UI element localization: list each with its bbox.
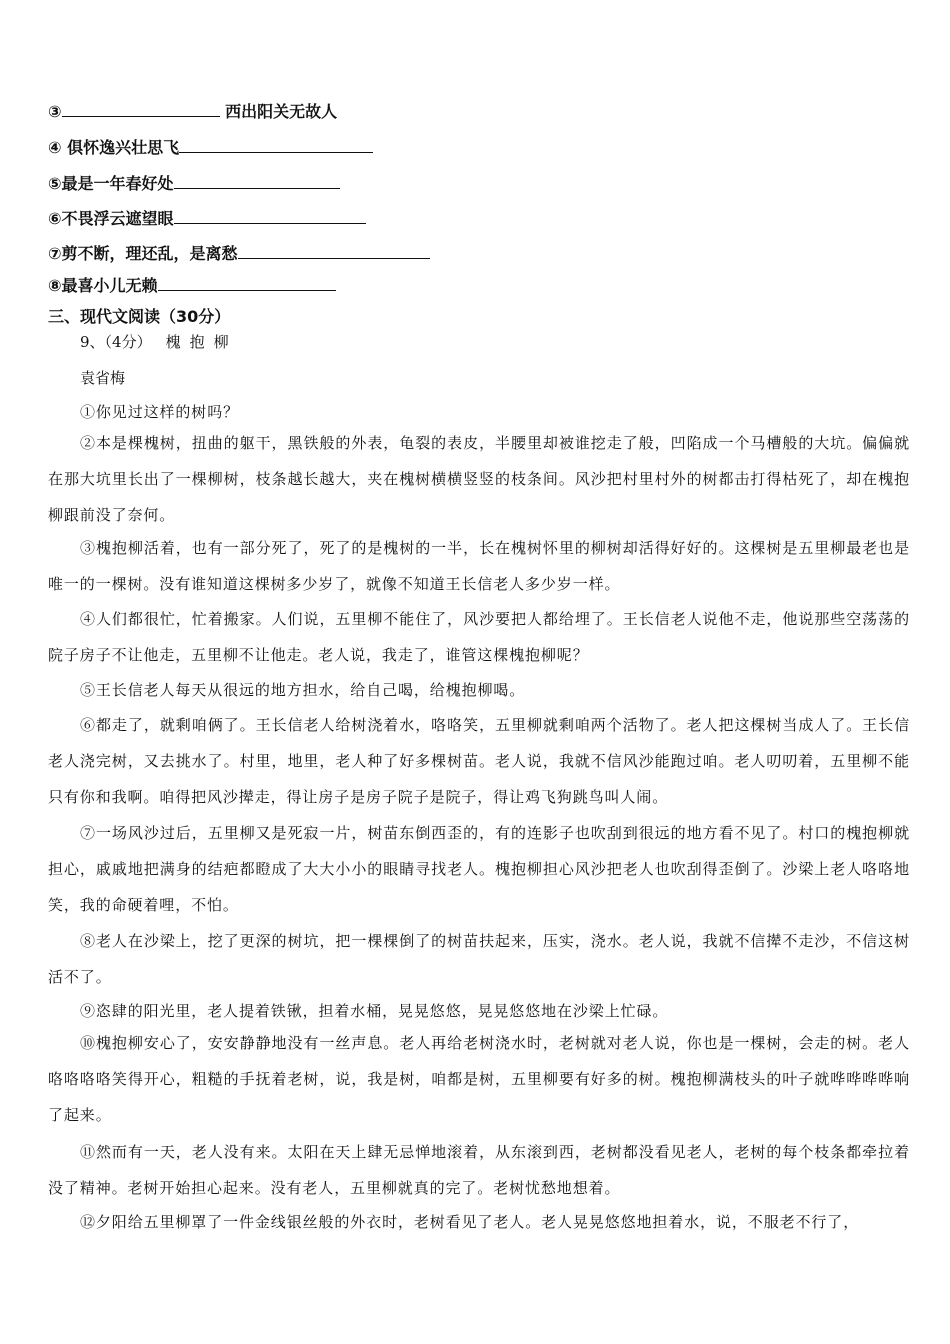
passage-paragraph: ⑥都走了，就剩咱俩了。王长信老人给树浇着水，咯咯笑，五里柳就剩咱两个活物了。老人把这棵树当成人了。王长信老人浇完树，又去挑水了。村里，地里，老人种了好多棵树苗。老人说，我就不信风沙能跑过咱。老人叨叨着，五里柳不能只有你和我啊。咱得把风沙撵走，得让房子是房子院子是院子，得让鸡飞狗跳鸟叫人闹。 [48, 716, 910, 806]
item-number: ④ [48, 138, 62, 157]
passage-author: 袁省梅 [80, 369, 126, 387]
question-header [80, 331, 238, 353]
passage-paragraph: ⑤王长信老人每天从很远的地方担水，给自己喝，给槐抱柳喝。 [80, 681, 526, 699]
poem-line: 不畏浮云遮望眼 [61, 209, 174, 228]
poem-line: 西出阳关无故人 [219, 102, 338, 121]
passage-paragraph: ③槐抱柳活着，也有一部分死了，死了的是槐树的一半，长在槐树怀里的柳树却活得好好的。这棵树是五里柳最老也是唯一的一棵树。没有谁知道这棵树多少岁了，就像不知道王长信老人多少岁一样。 [48, 539, 910, 593]
poem-line: 最喜小儿无赖 [61, 276, 158, 295]
answer-blank [238, 242, 430, 259]
passage-title: 槐抱柳 [165, 333, 238, 351]
answer-blank [174, 207, 366, 224]
passage-paragraph: ⑫夕阳给五里柳罩了一件金线银丝般的外衣时，老树看见了老人。老人晃晃悠悠地担着水，说，不服老不行了， [80, 1213, 860, 1231]
passage-paragraph: ②本是棵槐树，扭曲的躯干，黑铁般的外表，龟裂的表皮，半腰里却被谁挖走了般，凹陷成一个马槽般的大坑。偏偏就在那大坑里长出了一棵柳树，枝条越长越大，夹在槐树横横竖竖的枝条间。风沙把村里村外的树都击打得枯死了，却在槐抱柳跟前没了奈何。 [48, 434, 910, 524]
item-number: ⑤ [48, 174, 62, 193]
fill-blank-item [48, 100, 337, 123]
answer-blank [62, 100, 220, 117]
fill-blank-item [48, 207, 366, 230]
poem-line: 俱怀逸兴壮思飞 [61, 138, 180, 157]
passage-paragraph: ④人们都很忙，忙着搬家。人们说，五里柳不能住了，风沙要把人都给埋了。王长信老人说他不走，他说那些空荡荡的院子房子不让他走，五里柳不让他走。老人说，我走了，谁管这棵槐抱柳呢？ [48, 610, 910, 664]
fill-blank-item [48, 136, 373, 159]
item-number: ⑦ [48, 244, 62, 263]
fill-blank-item [48, 274, 336, 297]
answer-blank [179, 136, 373, 153]
passage-paragraph: ⑨恣肆的阳光里，老人提着铁锹，担着水桶，晃晃悠悠，晃晃悠悠地在沙梁上忙碌。 [80, 1002, 669, 1020]
passage-paragraph: ⑧老人在沙梁上，挖了更深的树坑，把一棵棵倒了的树苗扶起来，压实，浇水。老人说，我就不信撵不走沙，不信这树活不了。 [48, 932, 910, 986]
poem-line: 剪不断，理还乱，是离愁 [61, 244, 238, 263]
passage-paragraph: ⑪然而有一天，老人没有来。太阳在天上肆无忌惮地滚着，从东滚到西，老树都没看见老人，老树的每个枝条都牵拉着没了精神。老树开始担心起来。没有老人，五里柳就真的完了。老树忧愁地想着。 [48, 1143, 910, 1197]
item-number: ⑧ [48, 276, 62, 295]
item-number: ⑥ [48, 209, 62, 228]
section-heading: 三、现代文阅读（30分） [48, 307, 231, 326]
fill-blank-item [48, 242, 430, 265]
fill-blank-item [48, 172, 340, 195]
answer-blank [158, 274, 336, 291]
passage-paragraph: ①你见过这样的树吗？ [80, 403, 240, 421]
poem-line: 最是一年春好处 [61, 174, 174, 193]
item-number: ③ [48, 102, 62, 121]
answer-blank [174, 172, 340, 189]
question-number: 9、（4分） [80, 333, 152, 351]
passage-paragraph: ⑩槐抱柳安心了，安安静静地没有一丝声息。老人再给老树浇水时，老树就对老人说，你也是一棵树，会走的树。老人咯咯咯咯笑得开心，粗糙的手抚着老树，说，我是树，咱都是树，五里柳要有好多的树。槐抱柳满枝头的叶子就哗哗哗哗响了起来。 [48, 1034, 910, 1124]
passage-paragraph: ⑦一场风沙过后，五里柳又是死寂一片，树苗东倒西歪的，有的连影子也吹刮到很远的地方看不见了。村口的槐抱柳就担心，戚戚地把满身的结疤都瞪成了大大小小的眼睛寻找老人。槐抱柳担心风沙把老人也吹刮得歪倒了。沙梁上老人咯咯地笑，我的命硬着哩，不怕。 [48, 824, 910, 914]
